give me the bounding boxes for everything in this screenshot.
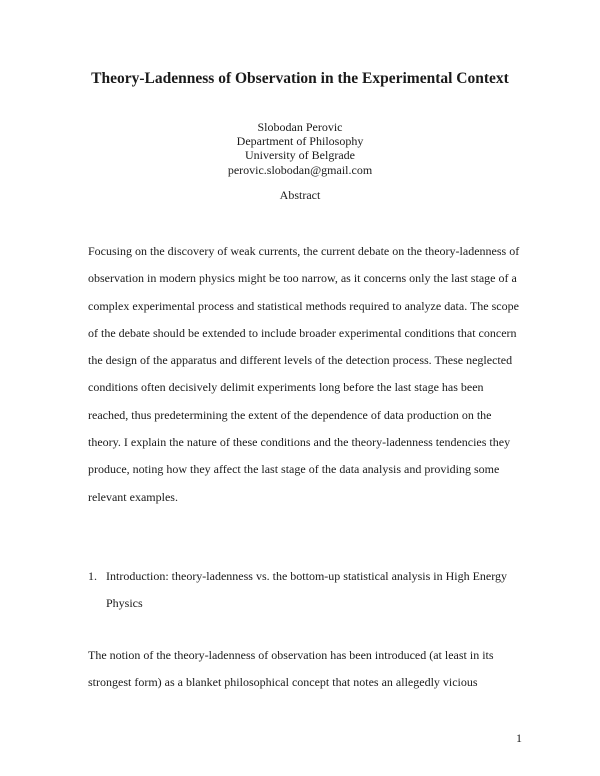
abstract-line: the design of the apparatus and different levels of the detection process. These neglected [88,353,513,368]
abstract-line: produce, noting how they affect the last stage of the data analysis and providing some [88,462,500,477]
author-block [0,120,600,177]
author-university: University of Belgrade [245,148,355,163]
abstract-line: reached, thus predetermining the extent of the dependence of data production on the [88,407,492,422]
paper-title: Theory-Ladenness of Observation in the Experimental Context [91,70,509,87]
section-number: 1. [88,569,97,583]
abstract-paragraph [88,238,524,511]
body-line: The notion of the theory-ladenness of observation has been introduced (at least in its [88,648,494,662]
author-email: perovic.slobodan@gmail.com [227,162,373,177]
section-title-line: Introduction: theory-ladenness vs. the bottom-up statistical analysis in High Energy [106,569,508,583]
body-paragraph [88,642,524,697]
section-title-line: Physics [106,596,143,611]
abstract-line: of the debate should be extended to include broader experimental conditions that concern [88,325,517,340]
author-department: Department of Philosophy [236,134,364,149]
page-number: 1 [516,731,522,745]
abstract-line: observation in modern physics might be too narrow, as it concerns only the last stage of a [88,271,517,286]
abstract-line: conditions often decisively delimit experiments long before the last stage has been [88,380,484,395]
section-heading [88,563,528,618]
abstract-line: complex experimental process and statistical methods required to analyze data. The scope [88,298,519,313]
abstract-heading: Abstract [279,188,321,202]
abstract-line: Focusing on the discovery of weak currents, the current debate on the theory-ladenness of [88,244,520,258]
author-name: Slobodan Perovic [257,120,343,134]
body-line: strongest form) as a blanket philosophical concept that notes an allegedly vicious [88,675,478,690]
abstract-line: theory. I explain the nature of these conditions and the theory-ladenness tendencies they [88,435,511,450]
abstract-line: relevant examples. [88,489,178,504]
